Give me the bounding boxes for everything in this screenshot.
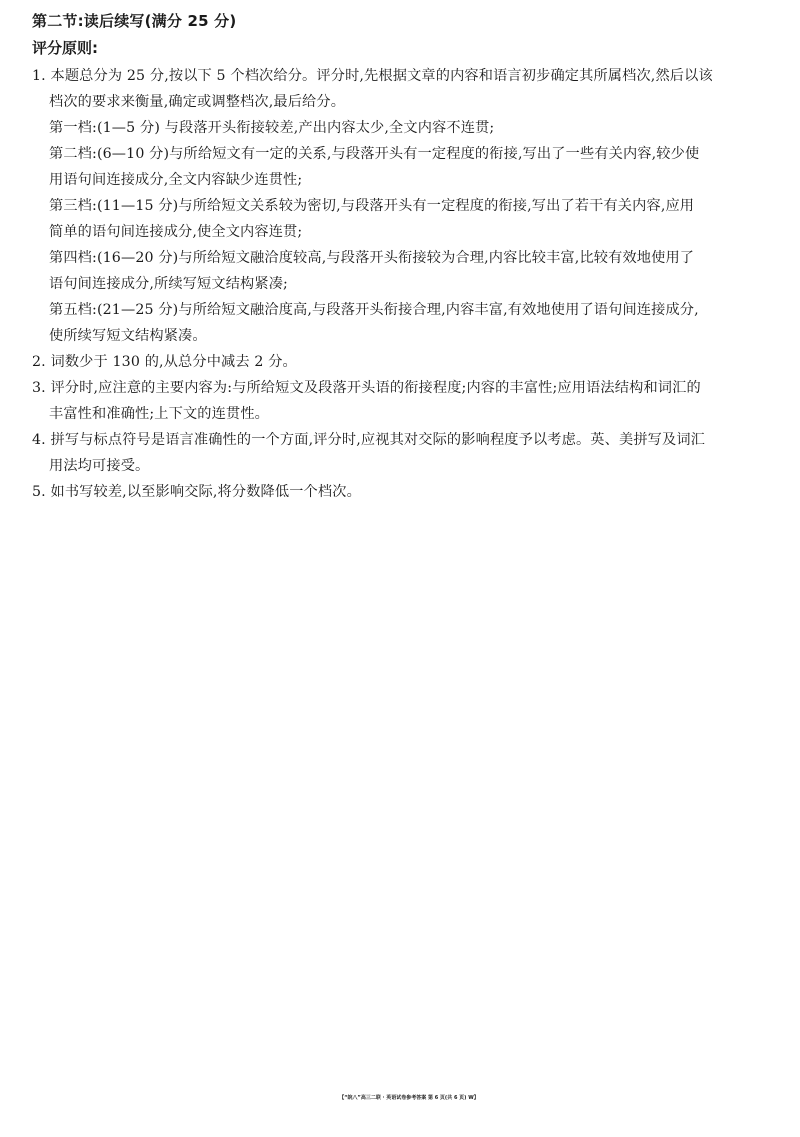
grade-4-line-2: 语句间连接成分,所续写短文结构紧凑; <box>49 276 288 292</box>
grade-5-line-2: 使所续写短文结构紧凑。 <box>49 328 207 344</box>
grade-4-line-1: 第四档:(16—20 分)与所给短文融洽度较高,与段落开头衔接较为合理,内容比较丰富,比较有效地使用了 <box>49 250 695 266</box>
rule-5-line-1: 5. 如书写较差,以至影响交际,将分数降低一个档次。 <box>32 484 361 500</box>
section-title: 第二节:读后续写(满分 25 分) <box>32 12 237 30</box>
page-footer: 【“皖八”高三二联 · 英语试卷参考答案 第 6 页(共 6 页) W】 <box>339 1095 479 1101</box>
grade-2-line-2: 用语句间连接成分,全文内容缺少连贯性; <box>49 172 303 188</box>
rule-1-line-1: 1. 本题总分为 25 分,按以下 5 个档次给分。评分时,先根据文章的内容和语言初步确定其所属档次,然后以该 <box>32 68 713 84</box>
rule-3-line-1: 3. 评分时,应注意的主要内容为:与所给短文及段落开头语的衔接程度;内容的丰富性;应用语法结构和词汇的 <box>32 380 701 396</box>
grade-5-line-1: 第五档:(21—25 分)与所给短文融洽度高,与段落开头衔接合理,内容丰富,有效地使用了语句间连接成分, <box>49 302 699 318</box>
rule-4-line-2: 用法均可接受。 <box>49 458 150 474</box>
rule-2-line-1: 2. 词数少于 130 的,从总分中减去 2 分。 <box>32 354 297 370</box>
rule-4-line-1: 4. 拼写与标点符号是语言准确性的一个方面,评分时,应视其对交际的影响程度予以考虑。英、美拼写及词汇 <box>32 432 706 448</box>
rule-1-line-2: 档次的要求来衡量,确定或调整档次,最后给分。 <box>49 94 346 110</box>
grade-1-line-1: 第一档:(1—5 分) 与段落开头衔接较差,产出内容太少,全文内容不连贯; <box>49 120 495 136</box>
grade-3-line-1: 第三档:(11—15 分)与所给短文关系较为密切,与段落开头有一定程度的衔接,写出了若干有关内容,应用 <box>49 198 695 214</box>
scoring-principles-heading: 评分原则: <box>32 39 98 57</box>
grade-2-line-1: 第二档:(6—10 分)与所给短文有一定的关系,与段落开头有一定程度的衔接,写出了一些有关内容,较少使 <box>49 146 700 162</box>
rule-3-line-2: 丰富性和准确性;上下文的连贯性。 <box>49 406 269 422</box>
grade-3-line-2: 简单的语句间连接成分,使全文内容连贯; <box>49 224 303 240</box>
